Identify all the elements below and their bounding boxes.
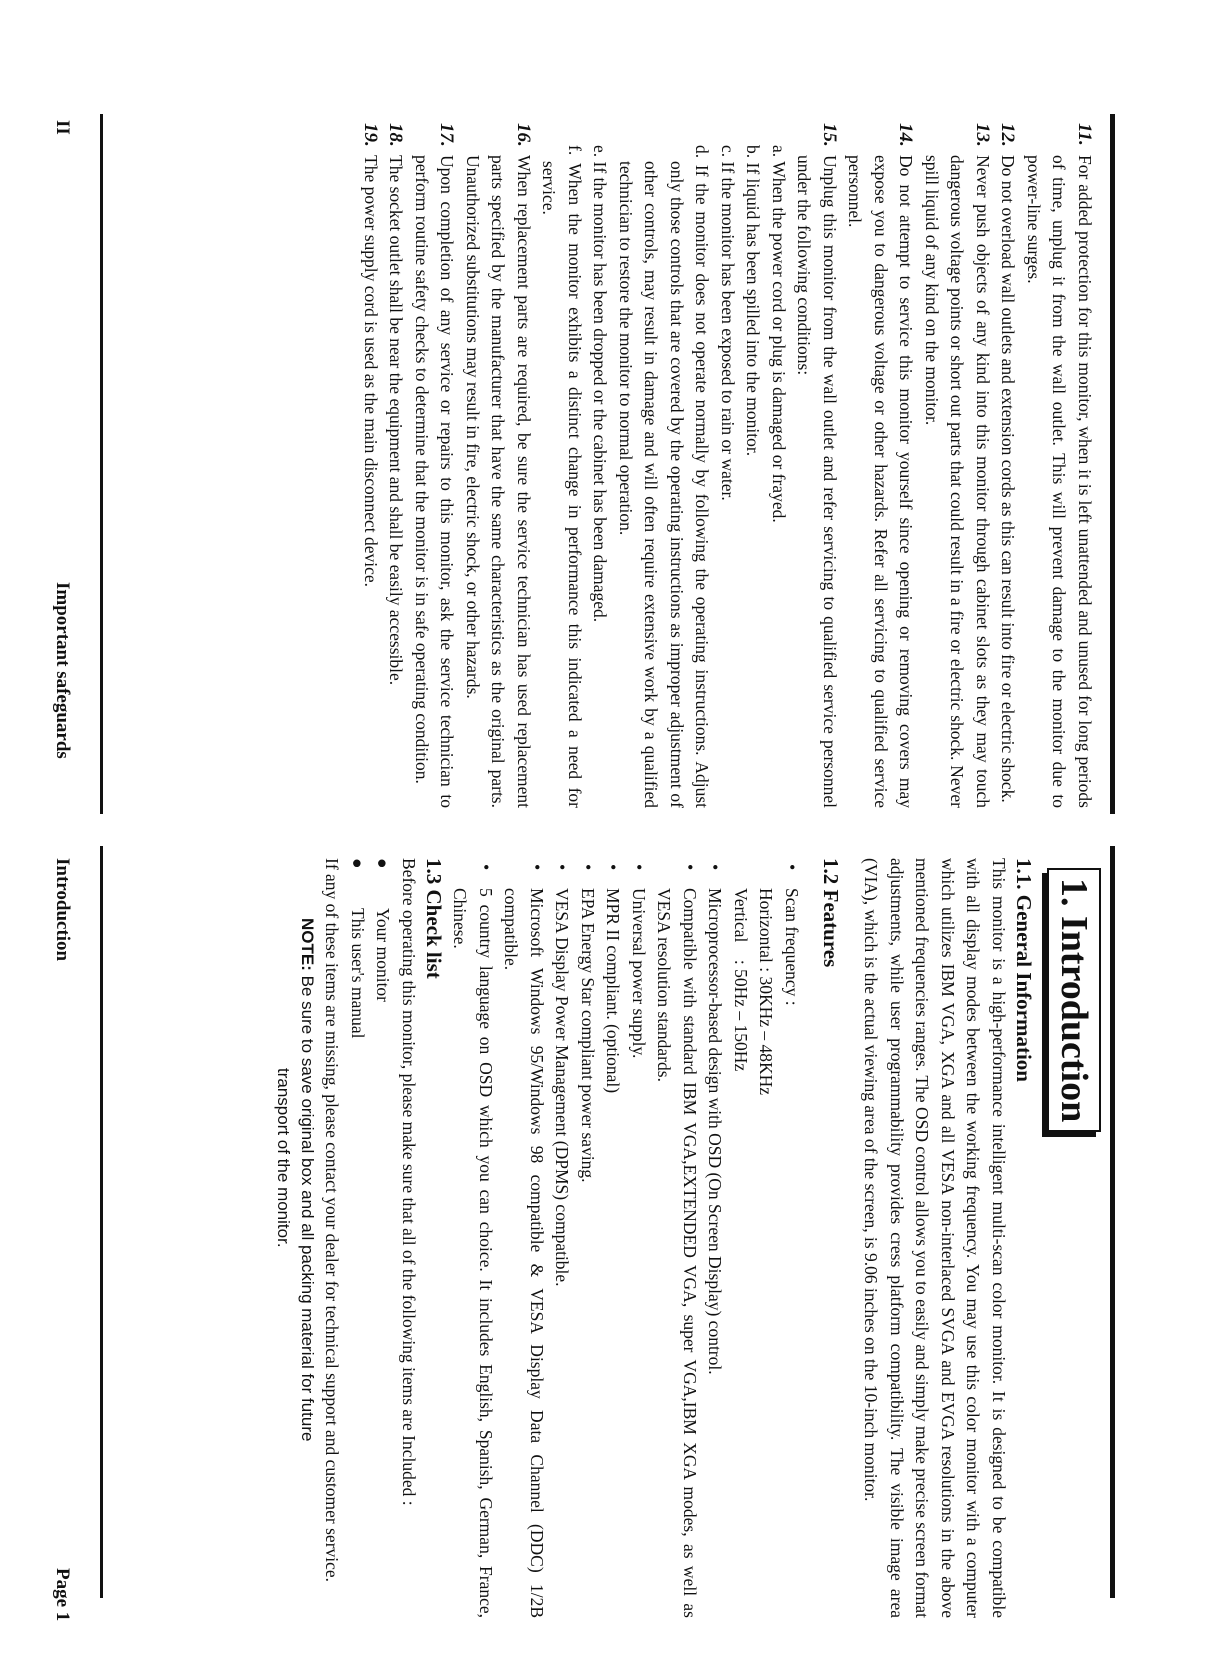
list-item	[600, 858, 626, 1618]
bullet-icon: •	[705, 864, 726, 871]
right-page	[0, 838, 1213, 1679]
item-text: For added protection for this monitor, when it is left unattended and unused for long periods of time, unplug it from the wall outlet. This will prevent damage to the monitor due to power-line surges.	[1024, 155, 1095, 808]
safeguard-item	[791, 123, 842, 808]
list-item	[575, 858, 601, 1618]
item-number: 12.	[997, 123, 1019, 147]
checklist-text: This user's manual	[348, 908, 368, 1039]
top-rule	[1110, 114, 1115, 814]
feature-text: 5 country language on OSD which you can choice. It includes English, Spanish, German, France, Chinese.	[450, 888, 496, 1618]
general-text: This monitor is a high-performance intelligent multi-scan color monitor. It is designed to be compatible with all display modes between the working frequency. You may use this color monitor with a computer which utilizes IBM VGA, XGA and all VESA non-interlaced SVGA and EVGA resolutions in the above mentioned frequencies ranges. The OSD control allows you to easily and simply make precise screen format adjustments, while user programmability provides cress platform compatibility. The visible image area (VIA), which is the actual viewing area of the screen, is 9.06 inches on the 10-inch monitor.	[861, 858, 1009, 1618]
page-number: Page 1	[52, 1568, 73, 1622]
safeguard-item	[919, 123, 996, 808]
safeguard-item	[383, 123, 409, 808]
item-number: 16.	[513, 123, 534, 147]
bullet-icon: •	[578, 864, 598, 871]
note-text: Be sure to save original box and all packing material for future	[298, 970, 317, 1442]
top-rule	[1110, 846, 1115, 1598]
item-text: Never push objects of any kind into this monitor through cabinet slots as they may touch dangerous voltage points or short out parts that could result in a fire or electric shock. Never spill liquid of any kind on the monitor.	[922, 155, 993, 808]
safeguard-item	[995, 123, 1021, 808]
bullet-icon: ●	[373, 858, 394, 869]
item-text: Unplug this monitor from the wall outlet and refer servicing to qualified service personnel under the following conditions:	[794, 155, 840, 808]
page-number: II	[52, 120, 73, 135]
safeguard-item	[409, 123, 460, 808]
features-list	[447, 858, 728, 1618]
item-number: 18.	[385, 123, 407, 147]
item-number: 13.	[972, 123, 993, 147]
checklist-heading: 1.3 Check list	[422, 858, 446, 979]
general-heading: 1.1. General Information	[1012, 858, 1036, 1082]
feature-text: Microprocessor-based design with OSD (On Screen Display) control.	[705, 888, 726, 1375]
condition-item: c. If the monitor has been exposed to rain or water.	[718, 145, 738, 501]
safeguard-item	[1021, 123, 1098, 808]
feature-text: Compatible with standard IBM VGA,EXTENDED VGA, super VGA,IBM XGA modes, as well as VESA resolution standards.	[654, 888, 700, 1618]
bullet-icon: •	[476, 864, 496, 871]
feature-text: MPR II compliant. (optional)	[603, 888, 624, 1094]
item-text: The power supply cord is used as the main disconnect device.	[361, 155, 381, 588]
feature-text: EPA Energy Star compliant power saving.	[578, 888, 598, 1183]
item-text: Do not overload wall outlets and extension cords as this can result into fire or electric shock.	[998, 155, 1019, 803]
feature-text: Universal power supply.	[629, 888, 649, 1059]
bullet-icon: •	[527, 864, 547, 871]
list-item	[626, 858, 652, 1618]
bullet-icon: •	[552, 864, 573, 871]
bullet-icon: •	[603, 864, 624, 871]
item-number: 19.	[360, 123, 381, 147]
item-text: The socket outlet shall be near the equipment and shall be easily accessible.	[386, 155, 407, 686]
footer-rule	[100, 114, 103, 814]
condition-item: a. When the power cord or plug is damaged or frayed.	[769, 145, 789, 523]
chapter-title: 1. Introduction	[1047, 868, 1101, 1132]
left-page	[0, 0, 1213, 838]
item-number: 17.	[436, 123, 458, 147]
scan-horizontal: Horizontal : 30KHz – 48KHz	[756, 888, 777, 1096]
note-label: NOTE:	[298, 918, 317, 971]
checklist-intro: Before operating this monitor, please make sure that all of the following items are Included :	[399, 858, 419, 1506]
footer-title: Important safeguards	[52, 582, 73, 759]
missing-text: If any of these items are missing, please contact your dealer for technical support and customer service.	[322, 858, 343, 1583]
condition-item: e. If the monitor has been dropped or the cabinet has been damaged.	[590, 145, 611, 623]
list-item	[549, 858, 575, 1618]
condition-item: b. If liquid has been spilled into the monitor.	[743, 145, 764, 457]
feature-text: Microsoft Windows 95/Windows 98 compatible & VESA Display Data Channel (DDC) 1/2B compatible.	[501, 888, 547, 1618]
item-number: 15.	[819, 123, 840, 147]
item-text: Upon completion of any service or repairs to this monitor, ask the service technician to perform routine safety checks to determine that the monitor is in safe operating condition.	[412, 155, 458, 808]
bullet-icon: ●	[348, 858, 368, 869]
list-item	[345, 858, 371, 1618]
list-item	[651, 858, 702, 1618]
list-item	[728, 858, 805, 1618]
safeguard-item	[842, 123, 919, 808]
note-continued: transport of the monitor.	[274, 1068, 293, 1248]
footer-title: Introduction	[52, 858, 73, 962]
list-item	[702, 858, 728, 1618]
scan-label: Scan frequency :	[782, 888, 802, 1006]
safeguard-item	[460, 123, 537, 808]
list-item	[498, 858, 549, 1618]
features-list	[728, 858, 805, 1618]
safeguard-item	[358, 123, 384, 808]
safeguard-list	[358, 123, 1098, 808]
bullet-icon: •	[680, 864, 700, 871]
condition-item: d. If the monitor does not operate normally by following the operating instructions. Adjust only those controls that are covered by the operating instructions as improper adjustment of other controls, may result in damage and will often require extensive work by a qualified technician to restore the monitor to normal operation.	[616, 145, 713, 808]
item-text: Do not attempt to service this monitor yourself since opening or removing covers may expose you to dangerous voltage or other hazards. Refer all servicing to qualified service personnel.	[845, 155, 917, 808]
list-item	[447, 858, 498, 1618]
item-text: When replacement parts are required, be sure the service technician has used replacement parts specified by the manufacturer that have the same characteristics as the original parts. Unauthorized substitutions may result in fire, electric shock, or other hazards.	[463, 155, 534, 808]
bullet-icon: •	[782, 864, 802, 871]
note	[295, 858, 319, 1618]
safeguards-body	[358, 123, 1098, 808]
checklist	[345, 858, 396, 1618]
feature-text: VESA Display Power Management (DPMS) compatible.	[552, 888, 573, 1287]
features-heading: 1.2 Features	[819, 858, 843, 968]
list-item	[370, 858, 396, 1618]
item-number: 11.	[1074, 123, 1095, 146]
item-number: 14.	[895, 123, 917, 147]
introduction-body	[271, 858, 1097, 1618]
checklist-text: Your monitor	[373, 908, 394, 1003]
scan-vertical: Vertical : 50Hz – 150Hz	[731, 888, 751, 1072]
bullet-icon: •	[629, 864, 649, 871]
condition-item: f. When the monitor exhibits a distinct change in performance this indicated a need for service.	[539, 145, 585, 808]
footer-rule	[100, 846, 103, 1598]
